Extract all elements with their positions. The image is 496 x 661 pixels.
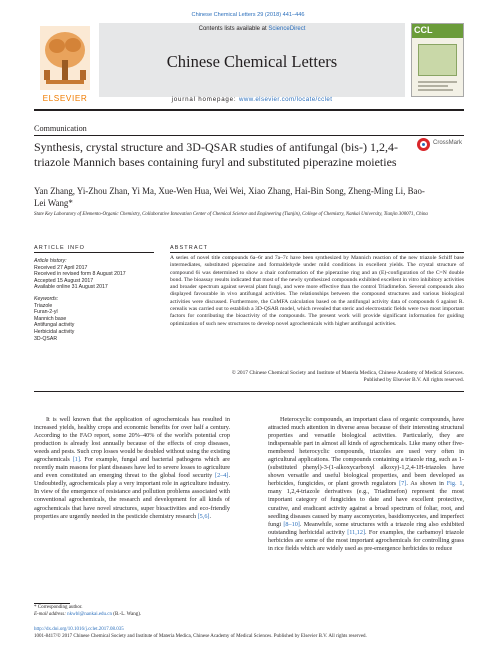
cover-title: CCL (414, 25, 433, 35)
body-text: , many 1,2,4-triazole derivatives (e.g., Triadimefon) represent the most important category of fungicides to date and have excellent protective, curative, and eradicant activity against a broad spectrum of foliar, root, and seedling diseases caused by many ascomycetes, basidiomycetes, and imperfect fungi (268, 480, 464, 528)
abstract-copyright: © 2017 Chinese Chemical Society and Institute of Materia Medica, Chinese Academy of Medical Sciences. (231, 370, 464, 376)
keyword: 3D-QSAR (34, 335, 58, 342)
history-item: Received 27 April 2017 (34, 264, 88, 271)
email-link[interactable]: nkwbl@nankai.edu.cn (67, 611, 113, 617)
elsevier-logo[interactable] (34, 24, 96, 106)
journal-title: Chinese Chemical Letters (166, 52, 338, 71)
journal-homepage (99, 96, 405, 103)
homepage-label: journal homepage: (171, 96, 239, 103)
page-footer (34, 627, 464, 640)
footnote (34, 605, 244, 618)
header-divider (34, 109, 464, 111)
email-label: E-mail address: (34, 611, 68, 617)
keywords-label: Keywords: (34, 295, 59, 302)
citation-link[interactable]: [11,12] (347, 528, 366, 536)
keyword: Triazole (34, 302, 53, 309)
citation-link[interactable]: [2–4] (215, 472, 229, 480)
body-column-left (34, 416, 230, 521)
keyword: Herbicidal activity (34, 328, 75, 335)
homepage-link[interactable]: www.elsevier.com/locate/cclet (238, 96, 333, 103)
article-type: Communication (34, 124, 87, 133)
history-item: Received in revised form 8 August 2017 (34, 271, 126, 278)
keyword: Mannich base (34, 315, 67, 322)
journal-header (34, 23, 464, 108)
citation-link[interactable]: [1] (72, 456, 80, 464)
abstract-bottom-divider (34, 391, 464, 392)
article-info-heading: ARTICLE INFO (34, 245, 85, 251)
publisher-name: ELSEVIER (42, 94, 88, 103)
body-text: It is well known that the application of agrochemicals has resulted in increased yields, healthy crops and economic benefits for over half a century. According to the FAO report, some 20%–40% of the world's potential crop production is already lost annually because of the effects of crop diseases, weeds and pests. Such crop losses would be doubled without using the existing agrochemicals (34, 416, 230, 464)
crossmark-button[interactable] (417, 138, 467, 160)
abstract-heading: ABSTRACT (170, 245, 209, 251)
cover-divider (418, 85, 448, 87)
author-list: Yan Zhang, Yi-Zhou Zhan, Yi Ma, Xue-Wen Hua, Wei Wei, Xiao Zhang, Hai-Bin Song, Zheng-Ming Li, Bao-Lei Wang* (34, 186, 425, 208)
citation-link[interactable]: [7] (399, 480, 407, 488)
email-suffix: (B.-L. Wang). (112, 611, 142, 617)
history-item: Accepted 15 August 2017 (34, 277, 94, 284)
journal-cover-thumbnail[interactable] (411, 23, 464, 97)
corresponding-author-note: * Corresponding author. (34, 605, 83, 610)
keyword: Furan-2-yl (34, 309, 58, 316)
body-text: . For examples, the carbamoyl triazole herbicides are some of the most important agrochemicals for controlling grass in rice fields which are widely used as pre-emergence herbicides to reduce (268, 528, 465, 552)
crossmark-label: CrossMark (433, 140, 463, 146)
crossmark-icon (417, 138, 430, 151)
footnote-divider (34, 603, 70, 604)
citation-link[interactable]: [5,6] (197, 512, 210, 520)
cover-divider (418, 89, 453, 91)
article-info (34, 258, 154, 342)
doi-link[interactable]: http://dx.doi.org/10.1016/j.cclet.2017.08.035 (34, 627, 124, 632)
body-column-right (268, 416, 464, 553)
abstract-publisher-note: Published by Elsevier B.V. All rights reserved. (363, 377, 464, 383)
history-item: Available online 31 August 2017 (34, 284, 108, 291)
citation-link[interactable]: [8–10] (283, 520, 300, 528)
body-text: . Meanwhile, some structures with a triazole ring also exhibited outstanding herbicidal activity (268, 520, 464, 536)
figure-link[interactable]: Fig. 1 (446, 480, 463, 488)
abstract-divider (170, 252, 464, 253)
contents-prefix: Contents lists available at (198, 26, 269, 32)
contents-line (99, 23, 405, 36)
affiliation: State Key Laboratory of Elemento-Organic Chemistry, Collaborative Innovation Center of Chemical Science and Engineering (Tianjin), College of Chemistry, Nankai University, Tianjin 300071, China (34, 212, 428, 217)
elsevier-tree-icon (40, 26, 90, 90)
body-text: . Undoubtedly, agrochemicals play a very important role in agriculture industry. In view of the emergence of resistance and pollution problems associated with conventional agrochemicals, the research and development for all kinds of agrochemicals that have novel structures, super bioactivities and eco-friendly properties are urgently needed in the pesticide chemistry research (34, 472, 230, 520)
body-text: . For example, fungal and bacterial pathogens which are recently main reasons for plant diseases have led to severe losses to agriculture and even constituted an emerging threat to the global food security (34, 456, 230, 480)
sciencedirect-link[interactable]: ScienceDirect (268, 26, 306, 32)
article-info-divider (34, 252, 154, 253)
body-text: Heterocyclic compounds, an important class of organic compounds, have attracted much attention in diverse areas because of their interesting structural properties and versatile biological activities. Particularly, they are indispensable part in almost all kinds of agrochemicals. Like many other five-membered heterocyclic compounds, triazoles are used very often in agricultural applications. The compounds containing a triazole ring, such as 1-(substituted phenyl)-3-(1-alkoxycarboxyl alkoxy)-1,2,4-1H-triazoles have shown versatile and useful biological properties, and been developed as herbicides, fungicides, or plant growth regulators (268, 416, 464, 488)
article-title: Synthesis, crystal structure and 3D-QSAR studies of antifungal (bis-) 1,2,4-triazole Mannich bases containing furyl and substituted piperazine moieties (34, 140, 398, 169)
section-divider (34, 135, 464, 136)
history-label: Article history: (34, 258, 67, 264)
cover-divider (418, 81, 457, 83)
cover-illustration (418, 44, 457, 76)
abstract-text: A series of novel title compounds 6a–6r and 7a–7c have been synthesized by Mannich reaction of the new triazole Schiff base intermediates, substituted piperazine and formaldehyde under mild conditions in excellent yields. The crystal structure of compound 6i was determined to show a chair conformation of the piperazine ring and an (E)-configuration of the C=N double bond. The bioassay results indicated that most of the newly synthesized compounds exhibited excellent in vitro inhibitory activities and broader spectrum against several plant fungi, and were more effective than the control Triadimefon. Several compounds also displayed favourable in vivo antifungal activities. The relationships between the compound structures and various biological activities were discussed. Furthermore, the CoMFA calculation based on the antifungal activity data of compounds 6 against R. cerealis was carried out to establish a 3D-QSAR model, which revealed that steric and electrostatic fields were two most important factors for contributing the bioactivity of the compounds. The present work will provide significant information for guiding optimization of such new structures to develop novel agrochemicals with higher antifungal activities. (170, 255, 464, 327)
body-text: . As shown in (406, 480, 447, 488)
issn-copyright: 1001-8417/© 2017 Chinese Chemical Society and Institute of Materia Medica, Chinese Academy of Medical Sciences. Published by Elsevier B.V. All rights reserved. (34, 633, 367, 639)
email-line (34, 612, 244, 619)
body-text: . (209, 512, 212, 520)
journal-reference[interactable]: Chinese Chemical Letters 29 (2018) 441–446 (191, 12, 305, 18)
keyword: Antifungal activity (34, 322, 75, 329)
